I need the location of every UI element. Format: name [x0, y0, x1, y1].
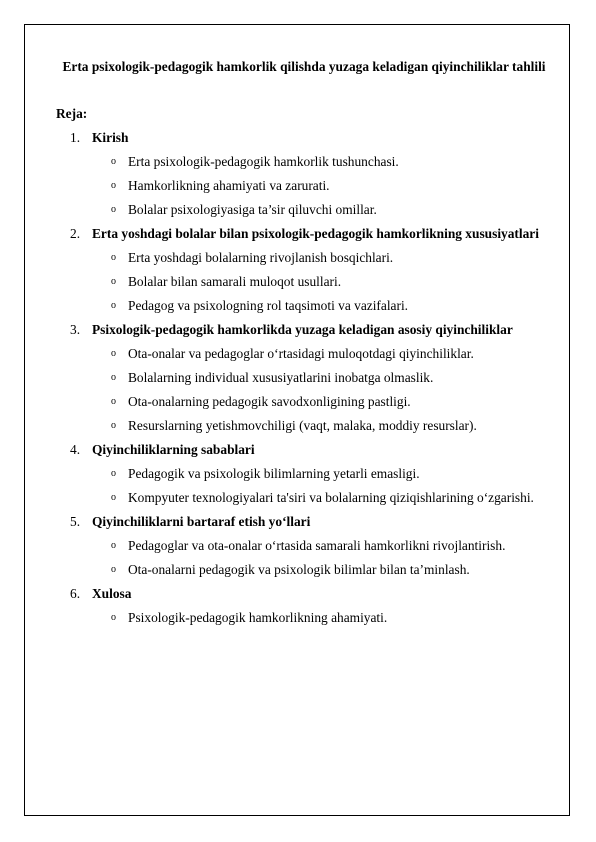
section-title: Qiyinchiliklarning sabablari — [92, 442, 255, 457]
item-text: Kompyuter texnologiyalari ta'siri va bolalarning qiziqishlarining o‘zgarishi. — [128, 490, 534, 505]
section-number: 3. — [70, 322, 81, 337]
section-items — [56, 606, 552, 630]
section-number: 1. — [70, 130, 81, 145]
item-text: Resurslarning yetishmovchiligi (vaqt, malaka, moddiy resurslar). — [128, 418, 477, 433]
list-item — [56, 462, 552, 486]
list-item — [56, 390, 552, 414]
bullet-icon: o — [111, 420, 116, 431]
section-number: 4. — [70, 442, 81, 457]
item-text: Bolalarning individual xususiyatlarini inobatga olmaslik. — [128, 370, 434, 385]
item-text: Ota-onalarning pedagogik savodxonligining pastligi. — [128, 394, 411, 409]
section-title: Psixologik-pedagogik hamkorlikda yuzaga keladigan asosiy qiyinchiliklar — [92, 322, 513, 337]
bullet-icon: o — [111, 564, 116, 575]
bullet-icon: o — [111, 468, 116, 479]
bullet-icon: o — [111, 492, 116, 503]
item-text: Psixologik-pedagogik hamkorlikning ahamiyati. — [128, 610, 388, 625]
plan-label: Reja: — [56, 106, 88, 121]
bullet-icon: o — [111, 348, 116, 359]
list-item — [56, 174, 552, 198]
section-items — [56, 150, 552, 222]
section-heading — [56, 438, 552, 462]
section-title: Erta yoshdagi bolalar bilan psixologik-pedagogik hamkorlikning xususiyatlari — [92, 226, 539, 241]
item-text: Hamkorlikning ahamiyati va zarurati. — [128, 178, 330, 193]
list-item — [56, 270, 552, 294]
item-text: Pedagoglar va ota-onalar o‘rtasida samarali hamkorlikni rivojlantirish. — [128, 538, 506, 553]
section-title: Qiyinchiliklarni bartaraf etish yo‘llari — [92, 514, 311, 529]
plan-section — [56, 582, 552, 630]
bullet-icon: o — [111, 180, 116, 191]
item-text: Bolalar psixologiyasiga ta’sir qiluvchi omillar. — [128, 202, 377, 217]
list-item — [56, 294, 552, 318]
list-item — [56, 606, 552, 630]
item-text: Pedagog va psixologning rol taqsimoti va vazifalari. — [128, 298, 409, 313]
plan-section — [56, 318, 552, 438]
bullet-icon: o — [111, 156, 116, 167]
section-title: Xulosa — [92, 586, 132, 601]
document-title: Erta psixologik-pedagogik hamkorlik qilishda yuzaga keladigan qiyinchiliklar tahlili — [62, 59, 546, 74]
plan-section — [56, 126, 552, 222]
item-text: Ota-onalarni pedagogik va psixologik bilimlar bilan ta’minlash. — [128, 562, 470, 577]
list-item — [56, 246, 552, 270]
bullet-icon: o — [111, 204, 116, 215]
section-number: 5. — [70, 514, 81, 529]
bullet-icon: o — [111, 300, 116, 311]
bullet-icon: o — [111, 276, 116, 287]
item-text: Pedagogik va psixologik bilimlarning yetarli emasligi. — [128, 466, 420, 481]
list-item — [56, 366, 552, 390]
bullet-icon: o — [111, 540, 116, 551]
bullet-icon: o — [111, 612, 116, 623]
item-text: Ota-onalar va pedagoglar o‘rtasidagi muloqotdagi qiyinchiliklar. — [128, 346, 474, 361]
list-item — [56, 150, 552, 174]
section-heading — [56, 126, 552, 150]
list-item — [56, 558, 552, 582]
list-item — [56, 486, 552, 510]
section-heading — [56, 222, 552, 246]
list-item — [56, 342, 552, 366]
list-item — [56, 414, 552, 438]
section-items — [56, 342, 552, 438]
section-heading — [56, 582, 552, 606]
plan-section — [56, 510, 552, 582]
plan-list — [56, 126, 552, 630]
item-text: Erta yoshdagi bolalarning rivojlanish bosqichlari. — [128, 250, 394, 265]
section-title: Kirish — [92, 130, 129, 145]
bullet-icon: o — [111, 396, 116, 407]
item-text: Erta psixologik-pedagogik hamkorlik tushunchasi. — [128, 154, 399, 169]
list-item — [56, 534, 552, 558]
section-number: 6. — [70, 586, 81, 601]
section-number: 2. — [70, 226, 81, 241]
section-items — [56, 462, 552, 510]
bullet-icon: o — [111, 252, 116, 263]
plan-section — [56, 438, 552, 510]
bullet-icon: o — [111, 372, 116, 383]
item-text: Bolalar bilan samarali muloqot usullari. — [128, 274, 342, 289]
section-items — [56, 246, 552, 318]
section-items — [56, 534, 552, 582]
plan-section — [56, 222, 552, 318]
list-item — [56, 198, 552, 222]
section-heading — [56, 318, 552, 342]
section-heading — [56, 510, 552, 534]
